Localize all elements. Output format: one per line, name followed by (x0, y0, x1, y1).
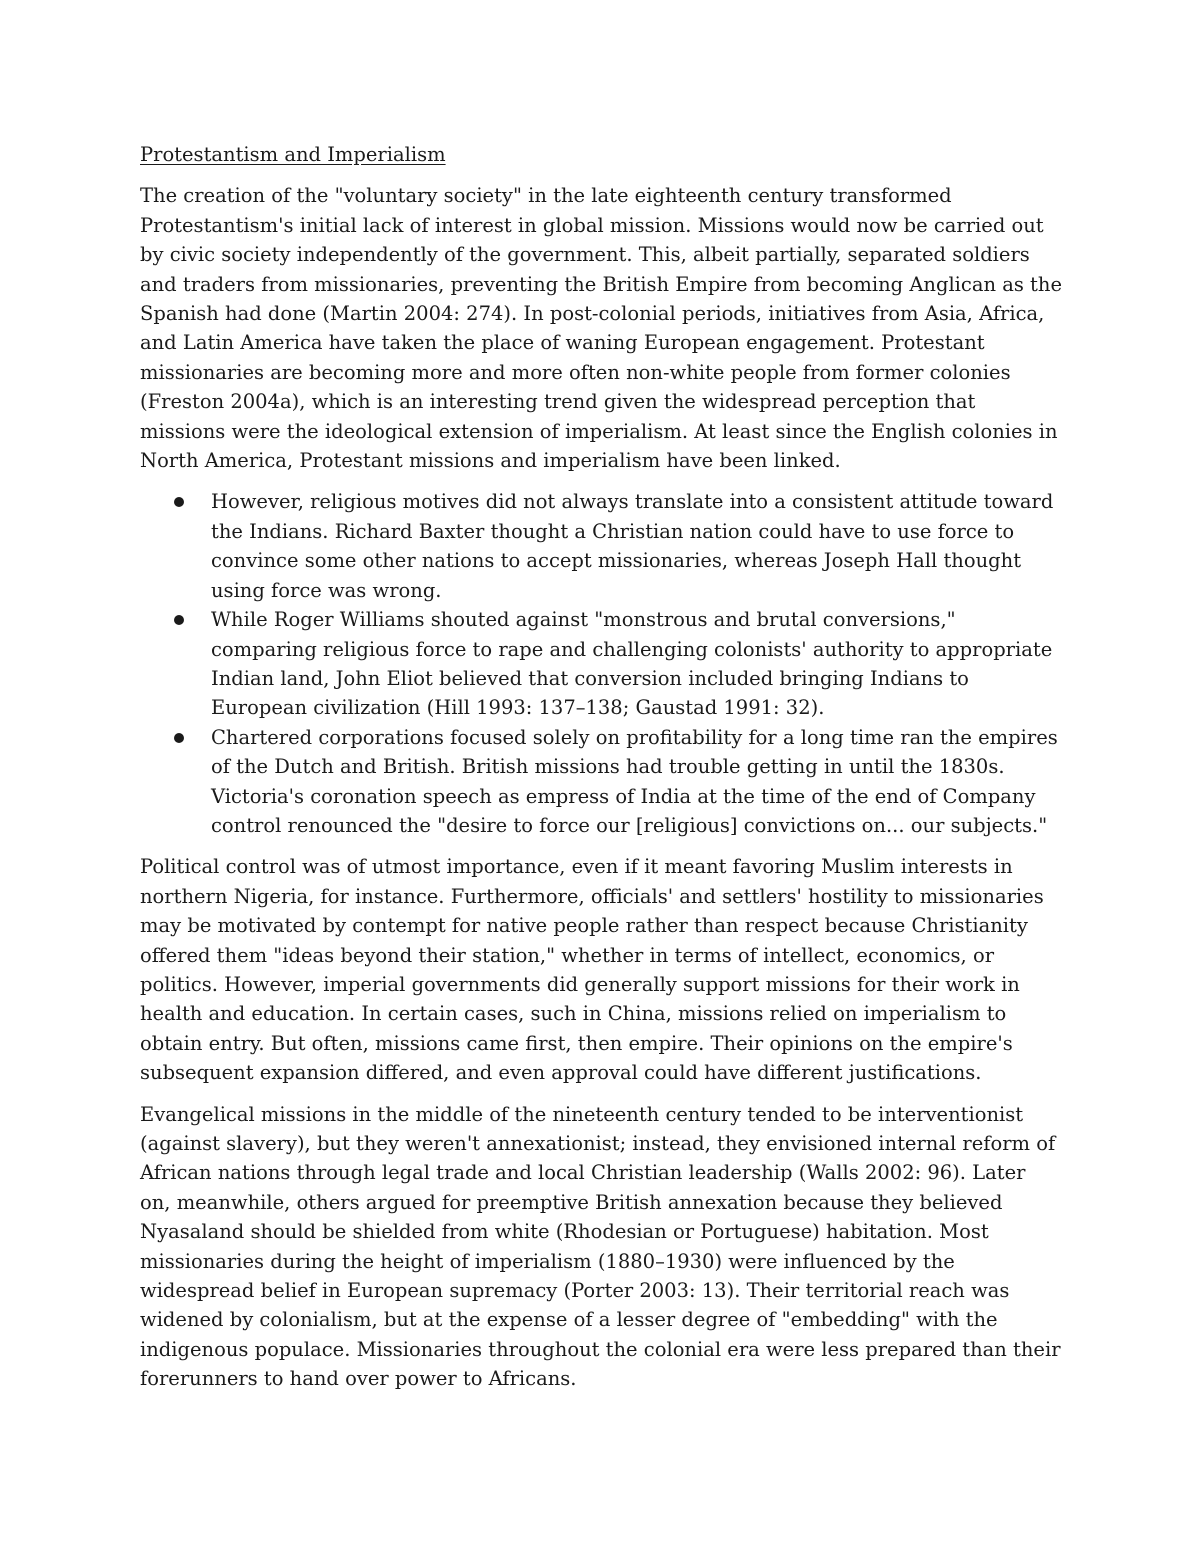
bullet-item (140, 605, 1062, 723)
bullet-item (140, 487, 1062, 605)
bullet-list (140, 487, 1062, 840)
bullet-text: Chartered corporations focused solely on profitability for a long time ran the empires of the Dutch and British. British missions had trouble getting in until the 1830s. Victoria's coronation speech as empress of India at the time of the end of Company control renounced the "desire to force our [religious] convictions on... our subjects." (211, 725, 1058, 837)
bullet-dot-icon (174, 497, 184, 507)
paragraph-evangelical-missions: Evangelical missions in the middle of the nineteenth century tended to be interventionist (against slavery), but they weren't annexationist; instead, they envisioned internal reform of African nations through legal trade and local Christian leadership (Walls 2002: 96). Later on, meanwhile, others argued for preemptive British annexation because they believed Nyasaland should be shielded from white (Rhodesian or Portuguese) habitation. Most missionaries during the height of imperialism (1880–1930) were influenced by the widespread belief in European supremacy (Porter 2003: 13). Their territorial reach was widened by colonialism, but at the expense of a lesser degree of "embedding" with the indigenous populace. Missionaries throughout the colonial era were less prepared than their forerunners to hand over power to Africans. (140, 1102, 1061, 1391)
paragraph-intro: The creation of the "voluntary society" in the late eighteenth century transformed Protestantism's initial lack of interest in global mission. Missions would now be carried out by civic society independently of the government. This, albeit partially, separated soldiers and traders from missionaries, preventing the British Empire from becoming Anglican as the Spanish had done (Martin 2004: 274). In post-colonial periods, initiatives from Asia, Africa, and Latin America have taken the place of waning European engagement. Protestant missionaries are becoming more and more often non-white people from former colonies (Freston 2004a), which is an interesting trend given the widespread perception that missions were the ideological extension of imperialism. At least since the English colonies in North America, Protestant missions and imperialism have been linked. (140, 184, 1062, 473)
bullet-text: However, religious motives did not always translate into a consistent attitude toward the Indians. Richard Baxter thought a Christian nation could have to use force to convince some other nations to accept missionaries, whereas Joseph Hall thought using force was wrong. (211, 490, 1054, 602)
bullet-item (140, 723, 1062, 841)
document-title: Protestantism and Imperialism (140, 143, 446, 166)
bullet-dot-icon (174, 615, 184, 625)
paragraph-political-control: Political control was of utmost importance, even if it meant favoring Muslim interests in northern Nigeria, for instance. Furthermore, officials' and settlers' hostility to missionaries may be motivated by contempt for native people rather than respect because Christianity offered them "ideas beyond their station," whether in terms of intellect, economics, or politics. However, imperial governments did generally support missions for their work in health and education. In certain cases, such in China, missions relied on imperialism to obtain entry. But often, missions came first, then empire. Their opinions on the empire's subsequent expansion differed, and even approval could have different justifications. (140, 855, 1044, 1085)
bullet-text: While Roger Williams shouted against "monstrous and brutal conversions," comparing religious force to rape and challenging colonists' authority to appropriate Indian land, John Eliot believed that conversion included bringing Indians to European civilization (Hill 1993: 137–138; Gaustad 1991: 32). (211, 608, 1053, 720)
bullet-dot-icon (174, 733, 184, 743)
document-body (140, 140, 1062, 1406)
